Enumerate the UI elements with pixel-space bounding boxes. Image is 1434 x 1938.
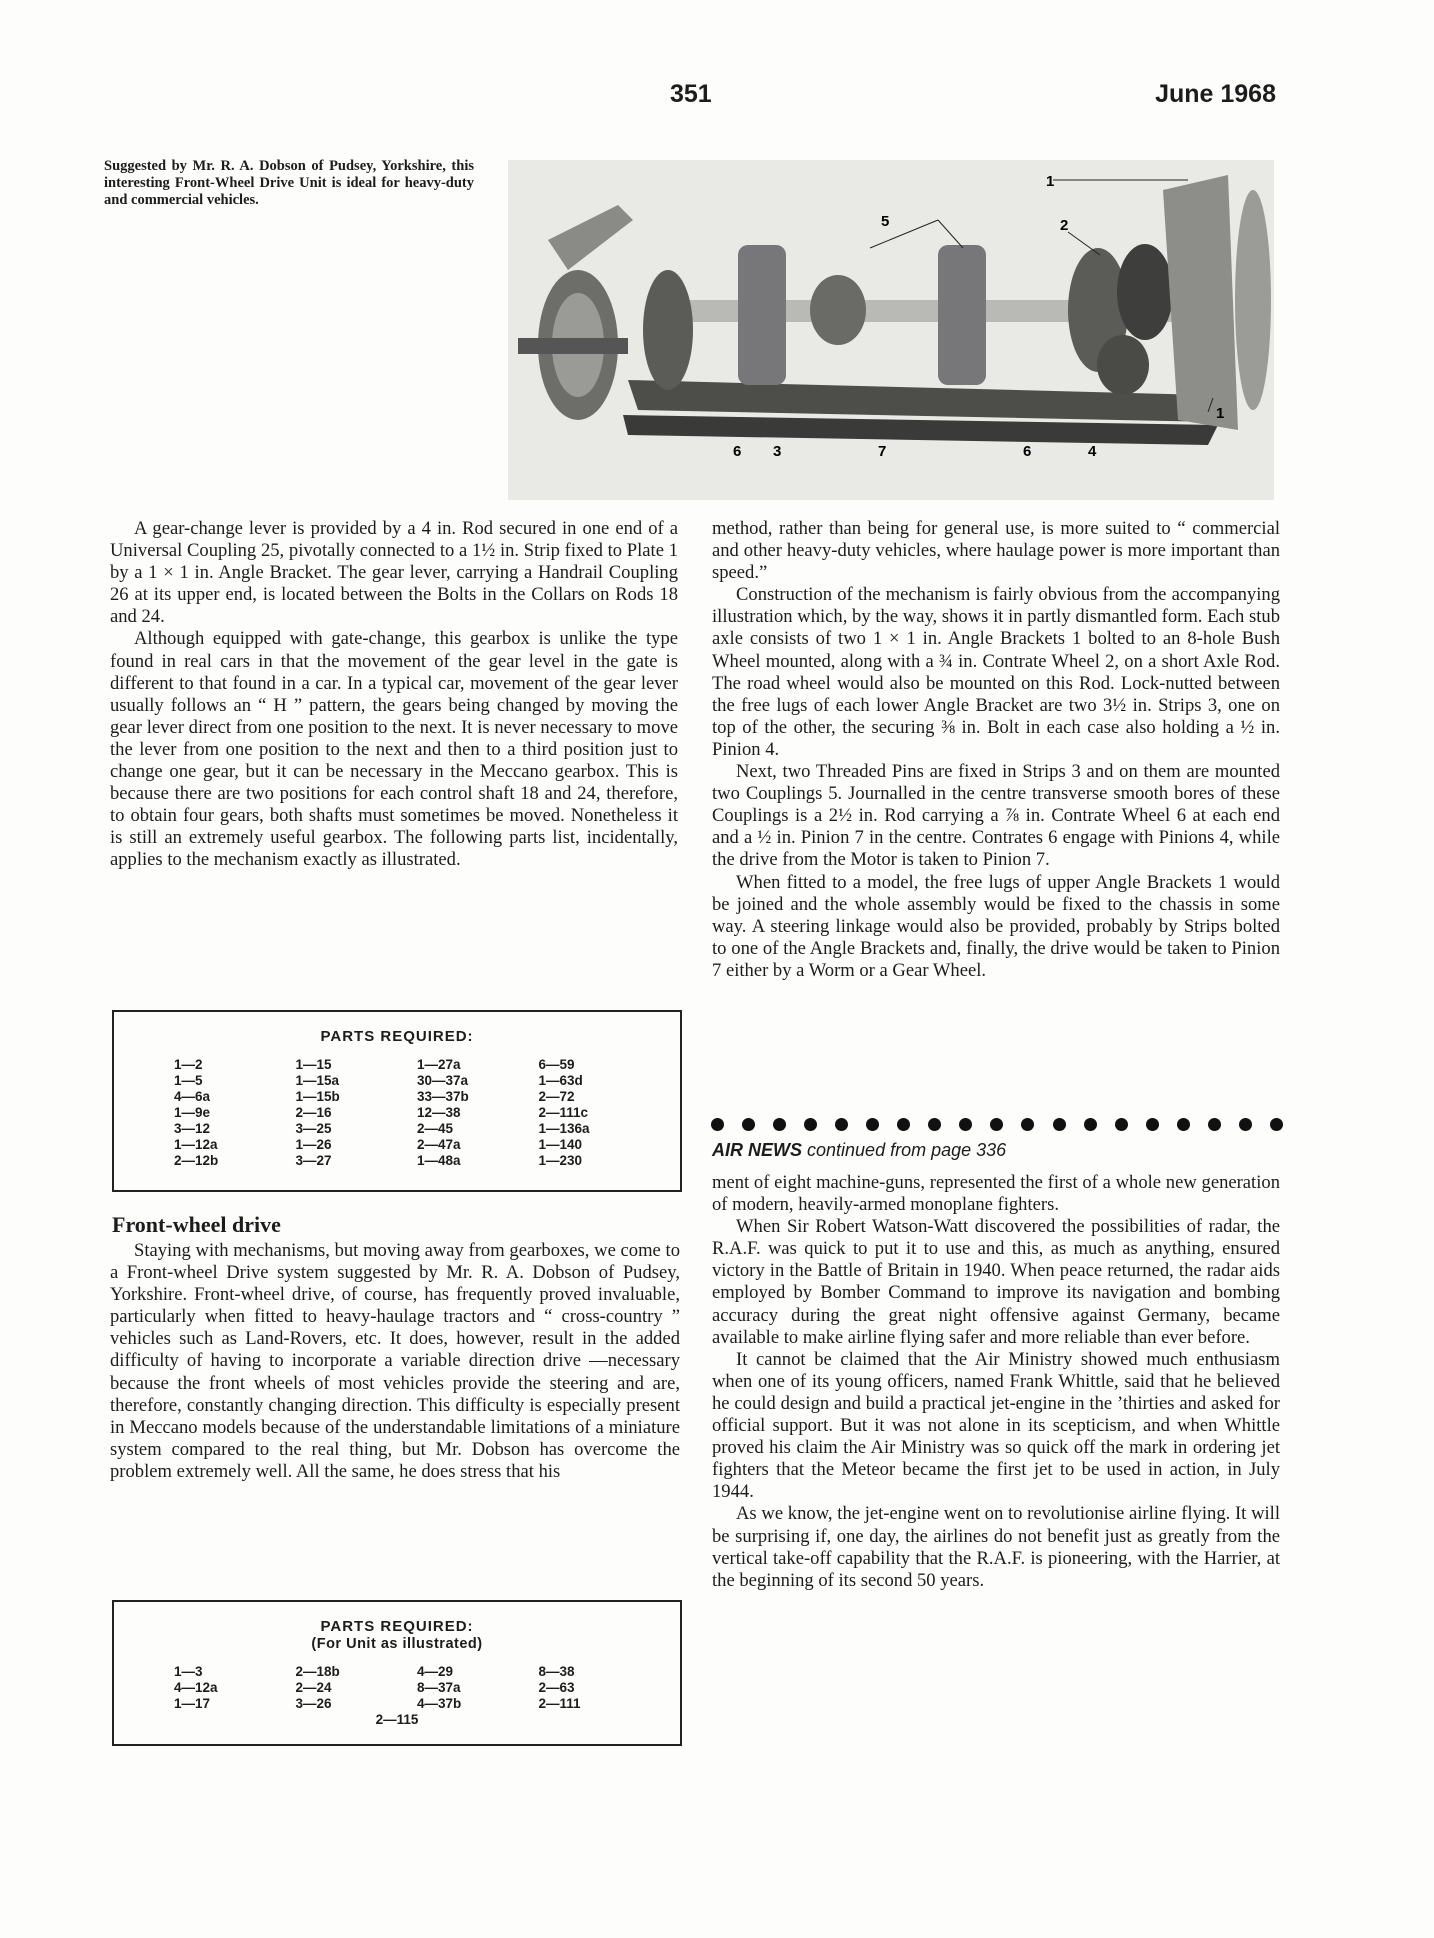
callout-label: 2: [1060, 217, 1069, 234]
paragraph: When fitted to a model, the free lugs of upper Angle Brackets 1 would be joined and the whole assembly would be fixed to the chassis in some way. A steering linkage would also be provided, probably by Strips bolted to one of the Angle Brackets and, finally, the drive would be taken to Pinion 7 either by a Worm or a Gear Wheel.: [712, 871, 1280, 981]
left-column-body: [110, 518, 678, 872]
right-column-body-2: [712, 1172, 1280, 1592]
part-entry: 6—59: [538, 1057, 575, 1072]
air-news-continued: continued from page 336: [807, 1140, 1007, 1160]
divider-dot: [990, 1118, 1003, 1131]
section-heading: Front-wheel drive: [112, 1212, 281, 1237]
part-entry: 1—230: [538, 1153, 583, 1168]
part-entry: 1—26: [295, 1137, 332, 1152]
part-entry: 2—24: [295, 1680, 332, 1695]
parts-column: [154, 1664, 276, 1712]
part-entry: 1—136a: [538, 1121, 590, 1136]
parts-column: [276, 1057, 398, 1169]
part-entry: 1—63d: [538, 1073, 583, 1088]
parts-required-box-unit: [112, 1600, 682, 1746]
part-entry: 1—15: [295, 1057, 332, 1072]
part-entry: 2—111: [538, 1696, 581, 1711]
part-entry: 4—37b: [417, 1696, 462, 1711]
parts-column: [519, 1057, 641, 1169]
part-entry: 2—111c: [538, 1105, 589, 1120]
part-entry: 33—37b: [417, 1089, 469, 1104]
parts-column: [154, 1057, 276, 1169]
divider-dot: [742, 1118, 755, 1131]
left-column-body-2: [110, 1240, 680, 1483]
callout-label: 7: [878, 443, 887, 460]
part-entry: 30—37a: [417, 1073, 469, 1088]
part-entry: 1—5: [174, 1073, 203, 1088]
front-wheel-drive-photo: [508, 160, 1274, 500]
part-entry: 2—47a: [417, 1137, 461, 1152]
air-news-heading: [712, 1140, 1006, 1161]
photo-caption: Suggested by Mr. R. A. Dobson of Pudsey, Yorkshire, this interesting Front-Wheel Drive Unit is ideal for heavy-duty and commercial vehicles.: [104, 158, 474, 208]
callout-label: 6: [733, 443, 742, 460]
divider-dot: [1239, 1118, 1252, 1131]
divider-dot: [1021, 1118, 1034, 1131]
part-entry: 2—63: [538, 1680, 575, 1695]
callout-label: 3: [773, 443, 782, 460]
part-entry: 4—6a: [174, 1089, 211, 1104]
parts-column: [397, 1664, 519, 1712]
air-news-label: AIR NEWS: [712, 1140, 802, 1160]
parts-grid: [154, 1664, 640, 1712]
part-entry: 2—16: [295, 1105, 332, 1120]
part-entry: 12—38: [417, 1105, 461, 1120]
part-entry: 3—12: [174, 1121, 211, 1136]
divider-dot: [928, 1118, 941, 1131]
parts-required-box: [112, 1010, 682, 1192]
part-entry: 1—17: [174, 1696, 211, 1711]
paragraph: ment of eight machine-guns, represented the first of a whole new generation of modern, heavily-armed monoplane fighters.: [712, 1172, 1280, 1216]
part-entry: 1—12a: [174, 1137, 218, 1152]
part-entry: 2—12b: [174, 1153, 219, 1168]
part-entry: 1—2: [174, 1057, 203, 1072]
paragraph: Next, two Threaded Pins are fixed in Strips 3 and on them are mounted two Couplings 5. Journalled in the centre transverse smooth bores of these Couplings is a 2½ in. Rod carrying a ⅞ in. Contrate Wheel 6 at each end and a ½ in. Pinion 7 in the centre. Contrates 6 engage with Pinions 4, while the drive from the Motor is taken to Pinion 7.: [712, 761, 1280, 871]
divider-dot: [835, 1118, 848, 1131]
parts-title: PARTS REQUIRED:: [320, 1618, 474, 1635]
part-entry: 1—3: [174, 1664, 203, 1679]
part-entry: 1—15a: [295, 1073, 340, 1088]
parts-title: PARTS REQUIRED:: [320, 1028, 474, 1045]
callout-label: 6: [1023, 443, 1032, 460]
parts-column: [519, 1664, 641, 1712]
page-number: 351: [670, 80, 712, 108]
section-divider-dots: [711, 1118, 1283, 1131]
paragraph: When Sir Robert Watson-Watt discovered the possibilities of radar, the R.A.F. was quick to put it to use and this, as much as anything, ensured victory in the Battle of Britain in 1940. When peace returned, the radar aids employed by Bomber Command to improve its navigation and bombing accuracy during the great night offensive against Germany, became available to make airline flying safer and more reliable than ever before.: [712, 1216, 1280, 1348]
divider-dot: [1053, 1118, 1066, 1131]
part-entry: 2—72: [538, 1089, 575, 1104]
divider-dot: [711, 1118, 724, 1131]
divider-dot: [1146, 1118, 1159, 1131]
divider-dot: [1208, 1118, 1221, 1131]
paragraph: A gear-change lever is provided by a 4 in. Rod secured in one end of a Universal Coupling 25, pivotally connected to a 1½ in. Strip fixed to Plate 1 by a 1 × 1 in. Angle Bracket. The gear lever, carrying a Handrail Coupling 26 at its upper end, is located between the Bolts in the Collars on Rods 18 and 24.: [110, 518, 678, 628]
part-entry: 2—45: [417, 1121, 454, 1136]
part-entry: 8—38: [538, 1664, 575, 1679]
parts-column: [276, 1664, 398, 1712]
divider-dot: [866, 1118, 879, 1131]
part-entry: 2—18b: [295, 1664, 340, 1679]
part-entry: 3—26: [295, 1696, 332, 1711]
paragraph: It cannot be claimed that the Air Ministry showed much enthusiasm when one of its young officers, named Frank Whittle, said that he believed he could design and build a practical jet-engine in the ’thirties and asked for official support. But it was not alone in its scepticism, and when Whittle proved his claim the Air Ministry was so quick off the mark in ordering jet fighters that the Meteor became the first jet to be used in action, in July 1944.: [712, 1348, 1280, 1503]
part-entry: 3—25: [295, 1121, 332, 1136]
paragraph: Staying with mechanisms, but moving away from gearboxes, we come to a Front-wheel Drive system suggested by Mr. R. A. Dobson of Pudsey, Yorkshire. Front-wheel drive, of course, has frequently proved invaluable, particularly when fitted to heavy-haulage tractors and “ cross-country ” vehicles such as Land-Rovers, etc. It does, however, result in the added difficulty of having to incorporate a variable direction drive —necessary because the front wheels of most vehicles provide the steering and are, therefore, constantly changing direction. This difficulty is especially present in Meccano models because of the understandable limitations of a miniature system compared to the real thing, but Mr. Dobson has overcome the problem extremely well. All the same, he does stress that his: [110, 1240, 680, 1482]
divider-dot: [1270, 1118, 1283, 1131]
parts-subtitle: (For Unit as illustrated): [311, 1636, 483, 1652]
callout-label: 5: [881, 213, 890, 230]
divider-dot: [959, 1118, 972, 1131]
callout-label: 1: [1046, 173, 1055, 190]
paragraph: Although equipped with gate-change, this gearbox is unlike the type found in real cars in that the movement of the gear level in the gate is different to that found in a car. In a typical car, movement of the gear lever usually follows an “ H ” pattern, the gears being changed by moving the gear lever direct from one position to the next. It is never necessary to move the lever from one position to the next and then to a third position just to change one gear, but it can be necessary in the Meccano gearbox. This is because there are two positions for each control shaft 18 and 24, therefore, to obtain four gears, both shafts must sometimes be moved. Nonetheless it is still an extremely useful gearbox. The following parts list, incidentally, applies to the mechanism exactly as illustrated.: [110, 628, 678, 871]
divider-dot: [1177, 1118, 1190, 1131]
part-entry: 1—27a: [417, 1057, 461, 1072]
callout-label: 1: [1216, 405, 1225, 422]
part-entry: 1—15b: [295, 1089, 340, 1104]
divider-dot: [1084, 1118, 1097, 1131]
part-entry: 4—12a: [174, 1680, 218, 1695]
part-entry: 1—48a: [417, 1153, 461, 1168]
parts-grid: [154, 1057, 640, 1169]
part-entry: 1—9e: [174, 1105, 211, 1120]
paragraph: Construction of the mechanism is fairly obvious from the accompanying illustration which, by the way, shows it in partly dismantled form. Each stub axle consists of two 1 × 1 in. Angle Brackets 1 bolted to an 8-hole Bush Wheel mounted, along with a ¾ in. Contrate Wheel 2, on a short Axle Rod. The road wheel would also be mounted on this Rod. Lock-nutted between the free lugs of each lower Angle Bracket are two 3½ in. Strips 3, one on top of the other, the securing ⅜ in. Bolt in each case also holding a ½ in. Pinion 4.: [712, 584, 1280, 760]
paragraph: method, rather than being for general use, is more suited to “ commercial and other heavy-duty vehicles, where haulage power is more important than speed.”: [712, 518, 1280, 584]
part-entry: 4—29: [417, 1664, 454, 1679]
issue-date: June 1968: [1155, 80, 1276, 108]
part-entry: 1—140: [538, 1137, 583, 1152]
right-column-body: [712, 518, 1280, 982]
part-entry: 2—115: [375, 1712, 419, 1727]
divider-dot: [1115, 1118, 1128, 1131]
paragraph: As we know, the jet-engine went on to revolutionise airline flying. It will be surprising if, one day, the airlines do not benefit just as greatly from the vertical take-off capability that the R.A.F. is pioneering, with the Harrier, at the beginning of its second 50 years.: [712, 1503, 1280, 1591]
part-entry: 8—37a: [417, 1680, 461, 1695]
parts-column: [397, 1057, 519, 1169]
callout-label: 4: [1088, 443, 1097, 460]
part-entry: 3—27: [295, 1153, 332, 1168]
divider-dot: [897, 1118, 910, 1131]
divider-dot: [773, 1118, 786, 1131]
divider-dot: [804, 1118, 817, 1131]
